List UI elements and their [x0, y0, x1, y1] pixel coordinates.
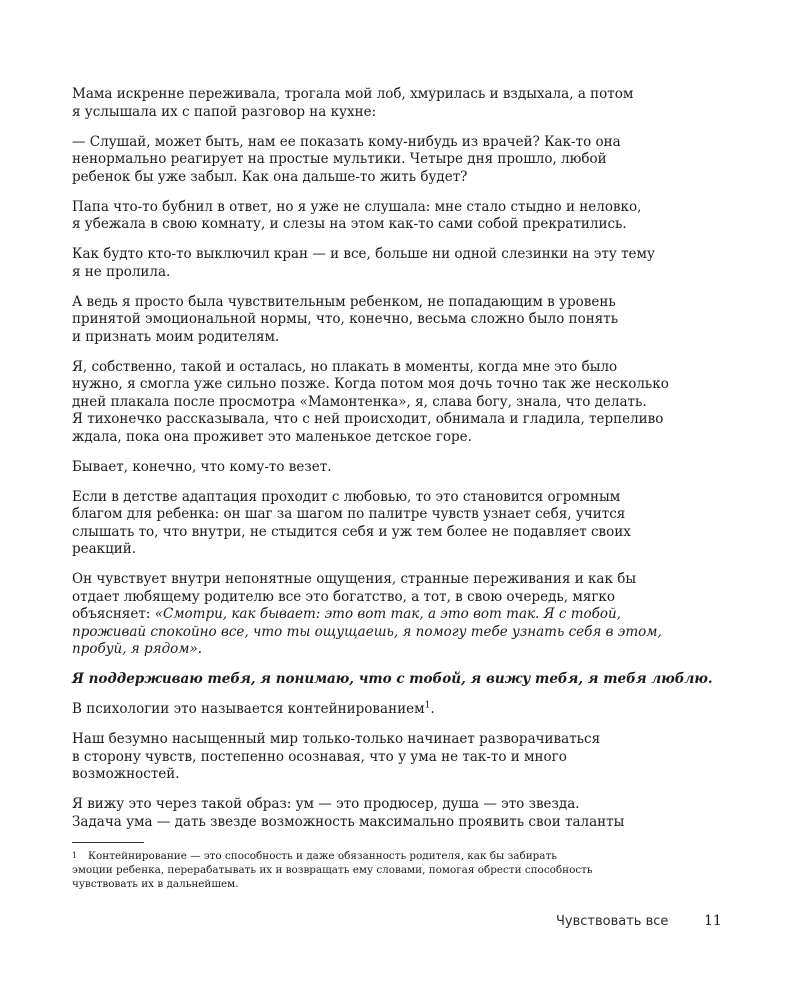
- footnote-divider: [72, 842, 144, 843]
- text-line: Папа что-то бубнил в ответ, но я уже не слушала: мне стало стыдно и неловко,: [72, 198, 642, 215]
- text-line: и признать моим родителям.: [72, 328, 280, 345]
- paragraph-2: [72, 134, 692, 187]
- bold-italic-statement: Я поддерживаю тебя, я понимаю, что с тобой, я вижу тебя, я тебя люблю.: [72, 671, 713, 687]
- paragraph-11: [72, 701, 692, 719]
- text-line: я убежала в свою комнату, и слезы на этом как-то сами собой прекратились.: [72, 216, 627, 232]
- plain-text: .: [430, 701, 435, 717]
- text-line-with-footnote: [72, 701, 692, 719]
- paragraph-6: [72, 359, 692, 447]
- text-line: я услышала их с папой разговор на кухне:: [72, 103, 377, 120]
- text-line: отдает любящему родителю все это богатство, а тот, в свою очередь, мягко: [72, 588, 615, 605]
- paragraph-13: [72, 796, 692, 831]
- text-line: ребенок бы уже забыл. Как она дальше-то жить будет?: [72, 168, 468, 185]
- plain-text: В психологии это называется контейнированием: [72, 701, 425, 717]
- text-line: слышать то, что внутри, не стыдится себя и уж тем более не подавляет своих: [72, 523, 631, 540]
- text-line-mixed: [72, 606, 692, 624]
- text-line: Я, собственно, такой и осталась, но плакать в моменты, когда мне это было: [72, 358, 618, 375]
- running-footer-title: Чувствовать все: [556, 914, 669, 929]
- paragraph-3: [72, 199, 692, 234]
- text-line: возможностей.: [72, 766, 180, 782]
- text-line: ждала, пока она проживет это маленькое детское горе.: [72, 428, 472, 445]
- text-line: в сторону чувств, постепенно осознавая, что у ума не так-то и много: [72, 748, 567, 765]
- italic-quote-line: проживай спокойно все, что ты ощущаешь, я помогу тебе узнать себя в этом,: [72, 623, 662, 640]
- paragraph-7: [72, 459, 692, 477]
- text-line: Бывает, конечно, что кому-то везет.: [72, 458, 332, 475]
- text-line: благом для ребенка: он шаг за шагом по палитре чувств узнает себя, учится: [72, 506, 626, 522]
- paragraph-4: [72, 246, 692, 281]
- footnote-marker: 1: [72, 851, 78, 860]
- text-line: принятой эмоциональной нормы, что, конечно, весьма сложно было понять: [72, 311, 619, 327]
- text-line: дней плакала после просмотра «Мамонтенка», я, слава богу, знала, что делать.: [72, 393, 647, 410]
- text-line: нужно, я смогла уже сильно позже. Когда потом моя дочь точно так же несколько: [72, 376, 669, 392]
- text-line: реакций.: [72, 541, 137, 557]
- paragraph-9: [72, 571, 692, 659]
- text-line: ненормально реагирует на простые мультики. Четыре дня прошло, любой: [72, 151, 607, 167]
- text-line: Если в детстве адаптация проходит с любовью, то это становится огромным: [72, 488, 621, 505]
- footnote-reference[interactable]: 1: [424, 700, 431, 711]
- text-line: Наш безумно насыщенный мир только-только начинает разворачиваться: [72, 731, 601, 747]
- paragraph-5: [72, 294, 692, 347]
- text-line: я не пролила.: [72, 263, 171, 280]
- paragraph-10: [72, 671, 713, 689]
- text-line: Мама искренне переживала, трогала мой лоб, хмурилась и вздыхала, а потом: [72, 86, 634, 102]
- italic-quote: «Смотри, как бывает: это вот так, а это вот так. Я с тобой,: [154, 606, 621, 622]
- footnote: [72, 849, 692, 891]
- footnote-text: Контейнирование — это способность и даже обязанность родителя, как бы забирать: [88, 850, 557, 862]
- text-line: — Слушай, может быть, нам ее показать кому-нибудь из врачей? Как-то она: [72, 133, 621, 150]
- footnote-line: чувствовать их в дальнейшем.: [72, 878, 239, 890]
- footnote-line: эмоции ребенка, перерабатывать их и возвращать ему словами, помогая обрести способность: [72, 864, 593, 876]
- text-line: Я тихонечко рассказывала, что с ней происходит, обнимала и гладила, терпеливо: [72, 411, 664, 427]
- italic-quote-line: пробуй, я рядом».: [72, 641, 203, 657]
- body-text: [72, 86, 713, 844]
- text-line: Задача ума — дать звезде возможность максимально проявить свои таланты: [72, 813, 625, 830]
- text-line: А ведь я просто была чувствительным ребенком, не попадающим в уровень: [72, 293, 616, 310]
- text-line: Я вижу это через такой образ: ум — это продюсер, душа — это звезда.: [72, 796, 580, 812]
- plain-text: объясняет:: [72, 606, 155, 622]
- text-line: Как будто кто-то выключил кран — и все, больше ни одной слезинки на эту тему: [72, 246, 655, 262]
- footnote-line: [72, 849, 692, 863]
- text-line: Он чувствует внутри непонятные ощущения, странные переживания и как бы: [72, 571, 637, 587]
- paragraph-12: [72, 731, 692, 784]
- paragraph-1: [72, 86, 692, 121]
- paragraph-8: [72, 489, 692, 559]
- page-number: 11: [704, 913, 722, 929]
